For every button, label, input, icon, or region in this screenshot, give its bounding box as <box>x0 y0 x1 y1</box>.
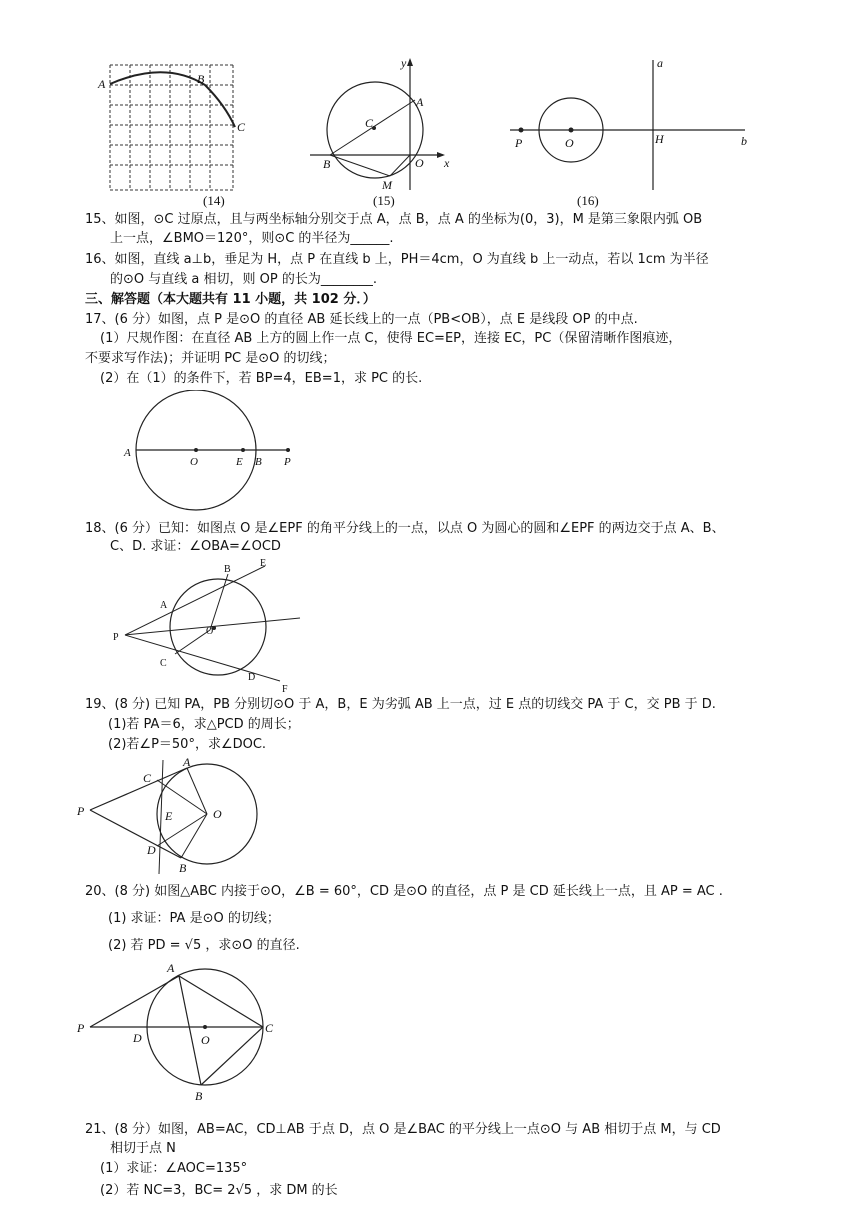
q21-line1: 21、(8 分）如图，AB=AC，CD⊥AB 于点 D，点 O 是∠BAC 的平分线上一点⊙O 与 AB 相切于点 M，与 CD <box>85 1122 721 1137</box>
label-M: M <box>382 178 392 192</box>
figure-19 <box>75 752 265 877</box>
label-O: O <box>190 456 198 468</box>
q17-line3: 不要求写作法)；并证明 PC 是⊙O 的切线； <box>85 351 336 366</box>
caption-16: (16) <box>577 193 599 208</box>
q17-line2: (1）尺规作图：在直径 AB 上方的圆上作一点 C，使得 EC=EP，连接 EC，PC（保留清晰作图痕迹， <box>100 331 682 346</box>
label-C: C <box>160 658 167 669</box>
label-D: D <box>248 672 256 683</box>
label-B: B <box>179 861 187 875</box>
label-D: D <box>133 1031 142 1045</box>
label-B: B <box>197 72 205 86</box>
figure-14 <box>95 55 255 205</box>
label-O: O <box>213 807 222 821</box>
q20-line1: 20、(8 分) 如图△ABC 内接于⊙O，∠B = 60°，CD 是⊙O 的直径，点 P 是 CD 延长线上一点，且 AP = AC . <box>85 884 723 899</box>
label-P: P <box>77 804 85 818</box>
q18-line2: C、D. 求证：∠OBA=∠OCD <box>110 539 281 554</box>
q20-line2: (1) 求证：PA 是⊙O 的切线； <box>108 911 280 926</box>
label-P: P <box>113 632 119 643</box>
label-O: O <box>415 156 424 170</box>
q19-line2: (1)若 PA＝6，求△PCD 的周长； <box>108 717 300 732</box>
figure-20 <box>75 958 295 1103</box>
figure-15 <box>305 55 465 195</box>
q21-line3: (1）求证：∠AOC=135° <box>100 1161 248 1176</box>
label-E: E <box>165 809 173 823</box>
label-E: E <box>260 558 267 569</box>
q21-line4: (2）若 NC=3，BC= 2√5 ，求 DM 的长 <box>100 1183 338 1198</box>
q17-line4: (2）在（1）的条件下，若 BP=4，EB=1，求 PC 的长. <box>100 371 423 386</box>
q19-line1: 19、(8 分) 已知 PA，PB 分别切⊙O 于 A，B，E 为劣弧 AB 上一点，过 E 点的切线交 PA 于 C，交 PB 于 D. <box>85 697 716 712</box>
q15-line1: 15、如图，⊙C 过原点，且与两坐标轴分别交于点 A，点 B，点 A 的坐标为(0，3)，M 是第三象限内弧 OB <box>85 212 703 227</box>
section-heading: 三、解答题（本大题共有 11 小题，共 102 分．） <box>85 292 376 307</box>
figure-16 <box>505 55 765 195</box>
q20-line3: (2) 若 PD = √5 ，求⊙O 的直径. <box>108 938 300 953</box>
label-H: H <box>655 132 664 146</box>
caption-14: (14) <box>203 193 225 208</box>
label-P: P <box>284 456 291 468</box>
figure-17 <box>120 390 320 520</box>
label-O: O <box>206 626 214 637</box>
label-B: B <box>195 1089 203 1103</box>
label-A: A <box>167 961 175 975</box>
label-A: A <box>160 600 168 611</box>
caption-15: (15) <box>373 193 395 208</box>
label-B: B <box>323 157 331 171</box>
label-A: A <box>124 447 131 459</box>
label-O: O <box>565 136 574 150</box>
label-B: B <box>224 564 231 575</box>
label-b: b <box>741 134 747 148</box>
label-A: A <box>98 77 106 91</box>
label-y: y <box>401 56 407 70</box>
q16-line1: 16、如图，直线 a⊥b，垂足为 H，点 P 在直线 b 上，PH＝4cm，O 为直线 b 上一动点，若以 1cm 为半径 <box>85 252 709 267</box>
label-C: C <box>265 1021 274 1035</box>
label-F: F <box>282 684 288 695</box>
label-D: D <box>147 843 156 857</box>
q15-line2: 上一点，∠BMO＝120°，则⊙C 的半径为______. <box>110 231 394 246</box>
q17-line1: 17、(6 分）如图，点 P 是⊙O 的直径 AB 延长线上的一点（PB<OB），点 E 是线段 OP 的中点. <box>85 312 638 327</box>
q21-line2: 相切于点 N <box>110 1141 176 1156</box>
q19-line3: (2)若∠P＝50°，求∠DOC. <box>108 737 267 752</box>
label-P: P <box>515 136 523 150</box>
label-O: O <box>201 1033 210 1047</box>
label-E: E <box>236 456 243 468</box>
label-C: C <box>237 120 246 134</box>
q16-line2: 的⊙O 与直线 a 相切，则 OP 的长为________. <box>110 272 377 287</box>
label-x: x <box>444 156 450 170</box>
label-B: B <box>255 456 262 468</box>
label-C: C <box>143 771 152 785</box>
label-a: a <box>657 56 663 70</box>
label-A: A <box>183 755 191 769</box>
figure-18 <box>110 556 310 696</box>
label-P: P <box>77 1021 85 1035</box>
label-A: A <box>416 95 424 109</box>
label-C: C <box>365 116 374 130</box>
q18-line1: 18、(6 分）已知：如图点 O 是∠EPF 的角平分线上的一点，以点 O 为圆心的圆和∠EPF 的两边交于点 A、B、 <box>85 521 725 536</box>
